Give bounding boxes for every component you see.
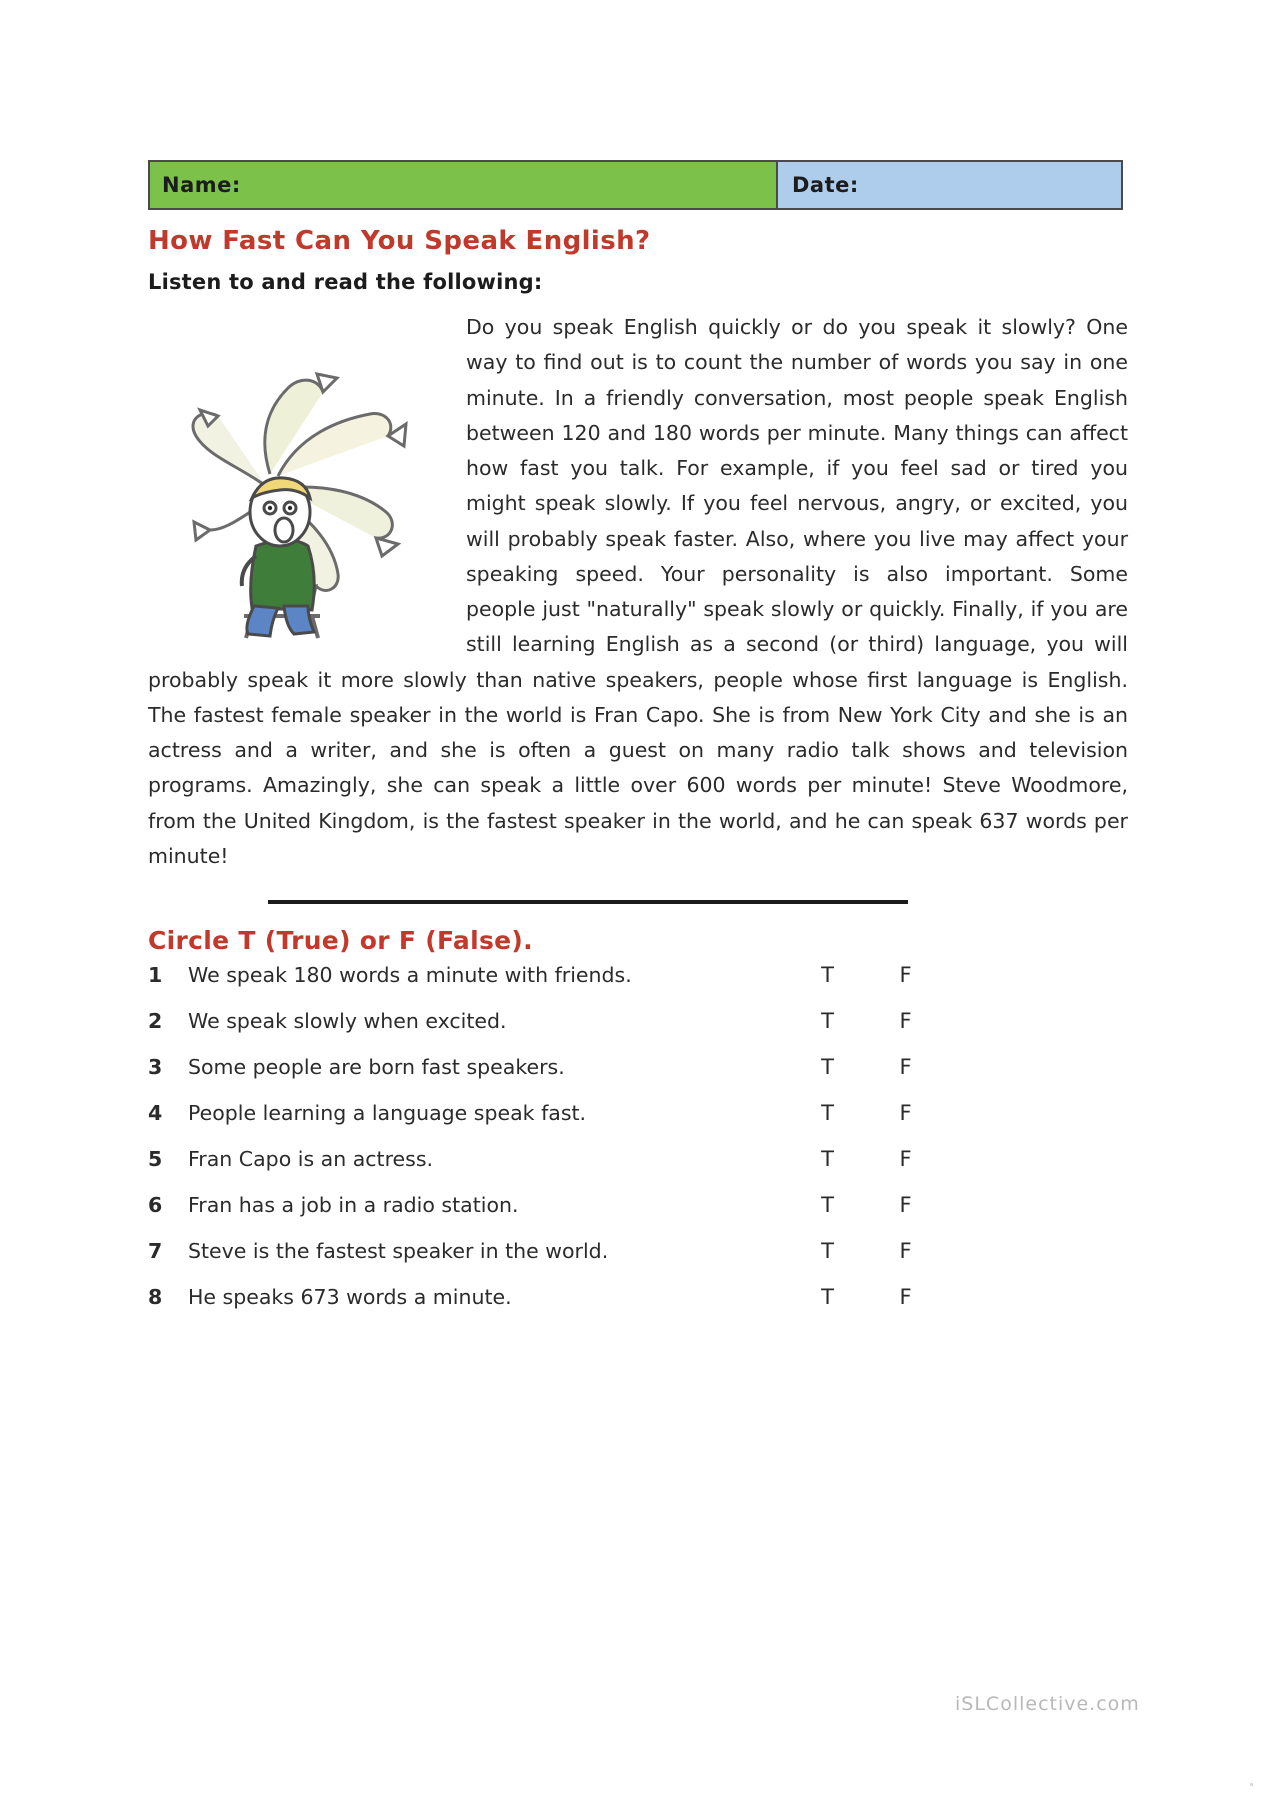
- questions-heading: Circle T (True) or F (False).: [148, 926, 533, 955]
- site-watermark: iSLCollective.com: [955, 1693, 1140, 1715]
- passage-text: Do you speak English quickly or do you speak it slowly? One way to find out is to count the number of words you say in one minute. In a friendly conversation, most people speak English between 120 and 180 words per minute. Many things can affect how fast you talk. For example, if you feel sad or tired you might speak slowly. If you feel nervous, angry, or excited, you will probably speak faster. Also, where you live may affect your speaking speed. Your personality is also important. Some people just "naturally" speak slowly or quickly. Finally, if you are still learning English as a second (or third) language, you will probably speak it more slowly than native speakers, people whose first language is English. The fastest female speaker in the world is Fran Capo. She is from New York City and she is an actress and a writer, and she is often a guest on many radio talk shows and television programs. Amazingly, she can speak a little over 600 words per minute! Steve Woodmore, from the United Kingdom, is the fastest speaker in the world, and he can speak 637 words per minute!: [148, 315, 1128, 868]
- man-talking-fast-illustration: [148, 316, 448, 646]
- false-option[interactable]: F: [899, 1101, 913, 1125]
- question-text: We speak slowly when excited.: [188, 1009, 507, 1033]
- question-number: 1: [148, 963, 163, 987]
- question-number: 3: [148, 1055, 163, 1079]
- question-text: Some people are born fast speakers.: [188, 1055, 565, 1079]
- page-title: How Fast Can You Speak English?: [148, 226, 651, 256]
- instruction-text: Listen to and read the following:: [148, 270, 543, 294]
- list-item: [148, 1285, 1128, 1331]
- question-number: 8: [148, 1285, 163, 1309]
- question-number: 6: [148, 1193, 163, 1217]
- list-item: [148, 1055, 1128, 1101]
- list-item: [148, 1009, 1128, 1055]
- list-item: [148, 1101, 1128, 1147]
- question-text: Fran has a job in a radio station.: [188, 1193, 519, 1217]
- name-date-bar: [148, 160, 1123, 210]
- list-item: [148, 1147, 1128, 1193]
- date-field[interactable]: [778, 162, 1121, 208]
- reading-passage-container: [148, 310, 1128, 874]
- false-option[interactable]: F: [899, 963, 913, 987]
- question-text: Fran Capo is an actress.: [188, 1147, 434, 1171]
- true-option[interactable]: T: [821, 1055, 835, 1079]
- false-option[interactable]: F: [899, 1239, 913, 1263]
- question-number: 5: [148, 1147, 163, 1171]
- false-option[interactable]: F: [899, 1147, 913, 1171]
- false-option[interactable]: F: [899, 1009, 913, 1033]
- true-option[interactable]: T: [821, 963, 835, 987]
- question-text: Steve is the fastest speaker in the world.: [188, 1239, 609, 1263]
- worksheet-content: [148, 160, 1128, 1331]
- question-number: 7: [148, 1239, 163, 1263]
- list-item: [148, 1239, 1128, 1285]
- question-number: 2: [148, 1009, 163, 1033]
- list-item: [148, 1193, 1128, 1239]
- list-item: [148, 963, 1128, 1009]
- name-field[interactable]: [150, 162, 778, 208]
- false-option[interactable]: F: [899, 1193, 913, 1217]
- questions-list: [148, 963, 1128, 1331]
- question-number: 4: [148, 1101, 163, 1125]
- question-text: We speak 180 words a minute with friends.: [188, 963, 632, 987]
- section-divider: [268, 900, 908, 904]
- true-option[interactable]: T: [821, 1009, 835, 1033]
- name-label: Name:: [162, 173, 241, 197]
- false-option[interactable]: F: [899, 1285, 913, 1309]
- true-option[interactable]: T: [821, 1101, 835, 1125]
- true-option[interactable]: T: [821, 1193, 835, 1217]
- true-option[interactable]: T: [821, 1285, 835, 1309]
- false-option[interactable]: F: [899, 1055, 913, 1079]
- true-option[interactable]: T: [821, 1239, 835, 1263]
- corner-mark: [1250, 1783, 1253, 1786]
- question-text: People learning a language speak fast.: [188, 1101, 587, 1125]
- true-option[interactable]: T: [821, 1147, 835, 1171]
- date-label: Date:: [792, 173, 859, 197]
- question-text: He speaks 673 words a minute.: [188, 1285, 512, 1309]
